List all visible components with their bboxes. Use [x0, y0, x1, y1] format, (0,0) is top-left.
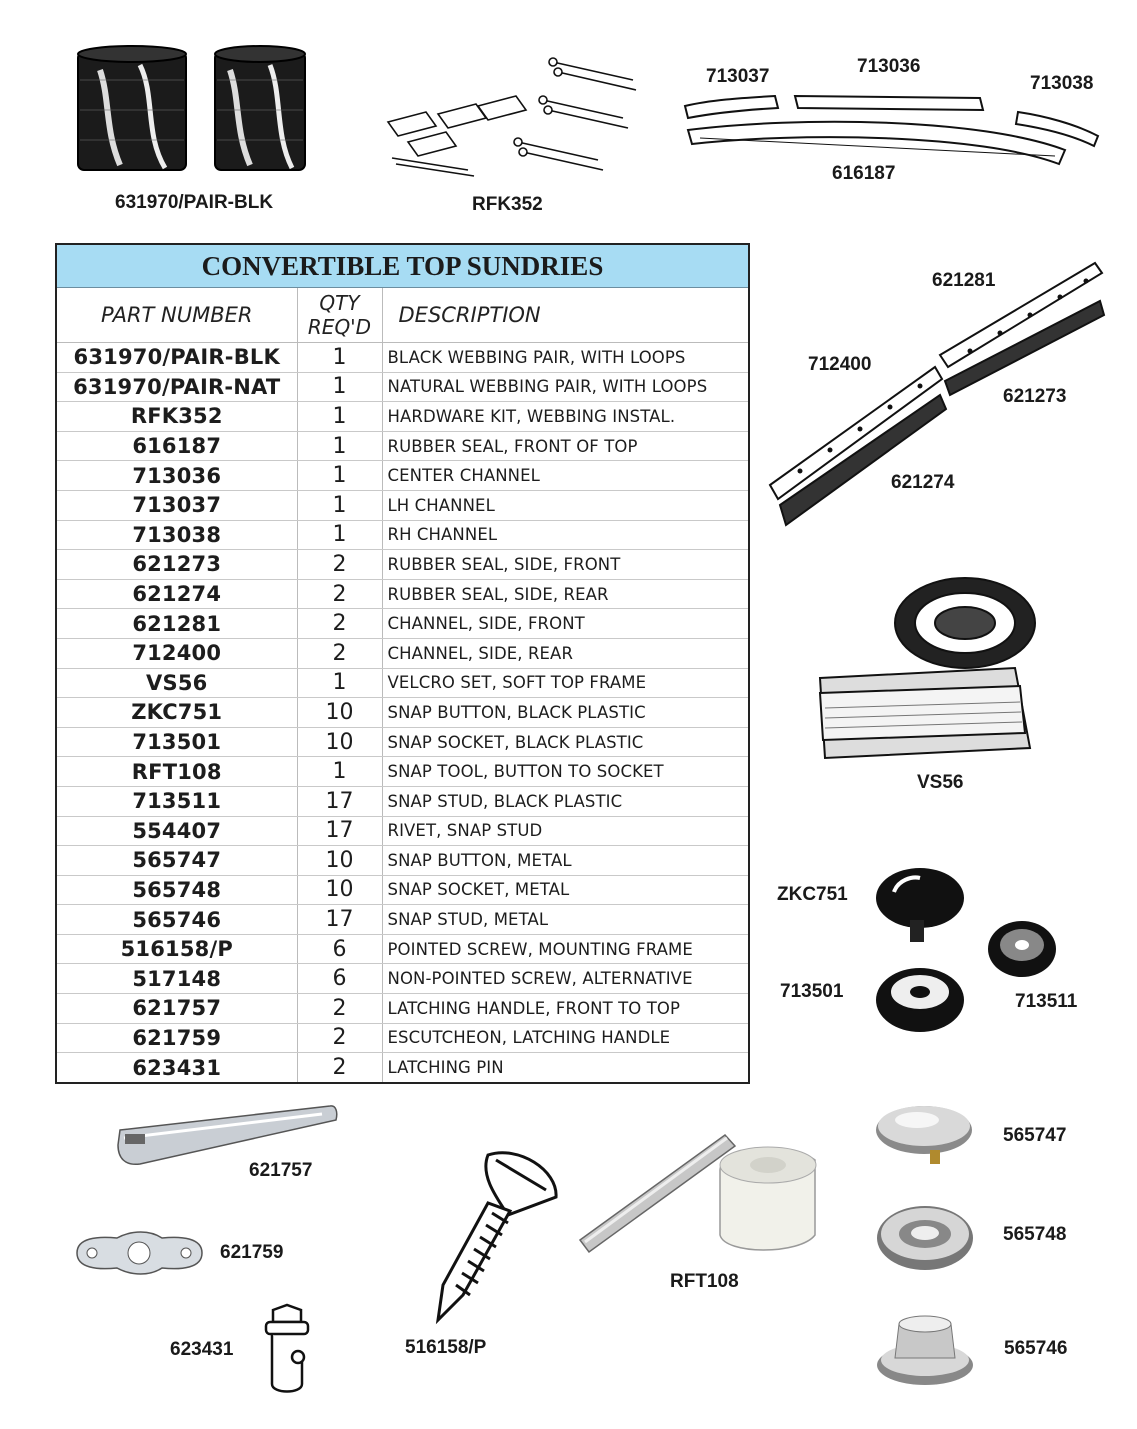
- label-snap-stud-metal: 565746: [1004, 1338, 1068, 1359]
- snap-button-plastic-illustration: [872, 862, 972, 947]
- description-cell: NON-POINTED SCREW, ALTERNATIVE: [382, 964, 748, 994]
- table-row: [57, 846, 748, 876]
- qty-cell: 1: [297, 343, 382, 373]
- part-number-cell: 713038: [57, 520, 297, 550]
- part-number-cell: 621274: [57, 579, 297, 609]
- hardware-kit-illustration: [378, 50, 648, 185]
- part-number-cell: 517148: [57, 964, 297, 994]
- table-row: [57, 343, 748, 373]
- label-hardware-kit: RFK352: [472, 194, 543, 215]
- table-row: [57, 668, 748, 698]
- description-cell: BLACK WEBBING PAIR, WITH LOOPS: [382, 343, 748, 373]
- qty-cell: 1: [297, 461, 382, 491]
- part-number-cell: 565748: [57, 875, 297, 905]
- label-snap-stud-plastic: 713511: [1015, 991, 1078, 1012]
- qty-cell: 2: [297, 579, 382, 609]
- description-cell: RH CHANNEL: [382, 520, 748, 550]
- label-webbing: 631970/PAIR-BLK: [115, 192, 274, 213]
- part-number-cell: 713037: [57, 490, 297, 520]
- snap-stud-plastic-illustration: [984, 915, 1064, 985]
- qty-cell: 1: [297, 431, 382, 461]
- part-number-cell: 565747: [57, 846, 297, 876]
- part-number-cell: 621281: [57, 609, 297, 639]
- snap-stud-metal-illustration: [873, 1310, 978, 1390]
- description-cell: SNAP STUD, METAL: [382, 905, 748, 935]
- qty-cell: 2: [297, 609, 382, 639]
- label-snap-button-plastic: ZKC751: [777, 884, 848, 905]
- description-cell: SNAP SOCKET, BLACK PLASTIC: [382, 727, 748, 757]
- part-number-cell: VS56: [57, 668, 297, 698]
- label-snap-button-metal: 565747: [1003, 1125, 1067, 1146]
- qty-cell: 2: [297, 1053, 382, 1082]
- header-qty: [297, 288, 382, 343]
- description-cell: LATCHING HANDLE, FRONT TO TOP: [382, 994, 748, 1024]
- label-escutcheon: 621759: [220, 1242, 284, 1263]
- label-snap-socket-plastic: 713501: [780, 981, 844, 1002]
- qty-cell: 17: [297, 786, 382, 816]
- part-number-cell: 516158/P: [57, 934, 297, 964]
- description-cell: RUBBER SEAL, FRONT OF TOP: [382, 431, 748, 461]
- header-qty-line1: QTY: [319, 291, 360, 315]
- table-row: [57, 964, 748, 994]
- description-cell: SNAP STUD, BLACK PLASTIC: [382, 786, 748, 816]
- qty-cell: 10: [297, 698, 382, 728]
- webbing-rolls-illustration: [70, 40, 310, 190]
- description-cell: SNAP SOCKET, METAL: [382, 875, 748, 905]
- qty-cell: 10: [297, 727, 382, 757]
- part-number-cell: 712400: [57, 638, 297, 668]
- table-row: [57, 727, 748, 757]
- table-row: [57, 1023, 748, 1053]
- description-cell: POINTED SCREW, MOUNTING FRAME: [382, 934, 748, 964]
- label-latching-pin: 623431: [170, 1339, 234, 1360]
- description-cell: RIVET, SNAP STUD: [382, 816, 748, 846]
- qty-cell: 17: [297, 905, 382, 935]
- escutcheon-illustration: [72, 1228, 207, 1278]
- table-row: [57, 402, 748, 432]
- description-cell: SNAP BUTTON, METAL: [382, 846, 748, 876]
- qty-cell: 6: [297, 964, 382, 994]
- part-number-cell: 565746: [57, 905, 297, 935]
- description-cell: ESCUTCHEON, LATCHING HANDLE: [382, 1023, 748, 1053]
- description-cell: LATCHING PIN: [387, 1058, 504, 1078]
- part-number-cell: RFK352: [57, 402, 297, 432]
- qty-cell: 2: [297, 638, 382, 668]
- part-number-cell: 621759: [57, 1023, 297, 1053]
- header-qty-line2: REQ'D: [307, 315, 372, 339]
- velcro-roll-illustration: [815, 568, 1055, 768]
- snap-socket-plastic-illustration: [872, 958, 972, 1036]
- label-side-front-seal: 621273: [1003, 386, 1067, 407]
- label-lh-channel: 713037: [706, 66, 770, 87]
- label-snap-tool: RFT108: [670, 1271, 739, 1292]
- label-front-seal: 616187: [832, 163, 896, 184]
- qty-cell: 10: [297, 846, 382, 876]
- qty-cell: 1: [297, 757, 382, 787]
- description-cell: SNAP TOOL, BUTTON TO SOCKET: [382, 757, 748, 787]
- header-description: DESCRIPTION: [382, 288, 748, 343]
- part-number-cell: 631970/PAIR-BLK: [57, 343, 297, 373]
- qty-cell: 1: [297, 372, 382, 402]
- sundries-table: [55, 243, 750, 1084]
- description-cell: SNAP BUTTON, BLACK PLASTIC: [382, 698, 748, 728]
- qty-cell: 1: [297, 490, 382, 520]
- part-number-cell: 713036: [57, 461, 297, 491]
- part-number-cell: 616187: [57, 431, 297, 461]
- table-row: [57, 461, 748, 491]
- snap-tool-illustration: [575, 1130, 825, 1260]
- description-cell: RUBBER SEAL, SIDE, FRONT: [382, 550, 748, 580]
- table-header-row: [57, 288, 748, 343]
- description-cell: NATURAL WEBBING PAIR, WITH LOOPS: [382, 372, 748, 402]
- part-number-cell: RFT108: [57, 757, 297, 787]
- label-rh-channel: 713038: [1030, 73, 1094, 94]
- label-snap-socket-metal: 565748: [1003, 1224, 1067, 1245]
- part-number-cell: 621757: [57, 994, 297, 1024]
- qty-cell: 2: [297, 550, 382, 580]
- part-number-cell: 623431: [57, 1053, 297, 1082]
- table-row: [57, 875, 748, 905]
- table-row: [57, 934, 748, 964]
- pointed-screw-illustration: [418, 1145, 568, 1325]
- table-row: [57, 698, 748, 728]
- table-row: [57, 786, 748, 816]
- table-row: [57, 431, 748, 461]
- table-row: [57, 638, 748, 668]
- table-row: [57, 816, 748, 846]
- table-row: [57, 490, 748, 520]
- label-velcro: VS56: [917, 772, 964, 793]
- label-side-front-channel: 621281: [932, 270, 996, 291]
- header-part-number: PART NUMBER: [57, 288, 297, 343]
- description-cell: HARDWARE KIT, WEBBING INSTAL.: [382, 402, 748, 432]
- description-cell: CHANNEL, SIDE, FRONT: [382, 609, 748, 639]
- description-cell: VELCRO SET, SOFT TOP FRAME: [382, 668, 748, 698]
- part-number-cell: 713501: [57, 727, 297, 757]
- snap-button-metal-illustration: [872, 1100, 982, 1170]
- description-cell: CHANNEL, SIDE, REAR: [382, 638, 748, 668]
- description-cell: CENTER CHANNEL: [382, 461, 748, 491]
- latching-pin-illustration: [258, 1302, 318, 1397]
- snap-socket-metal-illustration: [873, 1200, 978, 1275]
- table-row: [57, 905, 748, 935]
- label-pointed-screw: 516158/P: [405, 1337, 487, 1358]
- qty-cell: 1: [297, 520, 382, 550]
- table-row: [57, 609, 748, 639]
- label-side-rear-channel: 712400: [808, 354, 872, 375]
- table-row: [57, 520, 748, 550]
- label-latching-handle: 621757: [249, 1160, 313, 1181]
- side-channels-illustration: [760, 255, 1110, 545]
- qty-cell: 6: [297, 934, 382, 964]
- part-number-cell: 554407: [57, 816, 297, 846]
- qty-cell: 1: [297, 402, 382, 432]
- front-channels-illustration: [680, 88, 1110, 173]
- qty-cell: 2: [297, 994, 382, 1024]
- qty-cell: 17: [297, 816, 382, 846]
- label-center-channel: 713036: [857, 56, 921, 77]
- qty-cell: 2: [297, 1023, 382, 1053]
- label-side-rear-seal: 621274: [891, 472, 955, 493]
- table-row: [57, 994, 748, 1024]
- part-number-cell: 621273: [57, 550, 297, 580]
- table-row: [57, 1053, 748, 1082]
- part-number-cell: 713511: [57, 786, 297, 816]
- qty-cell: 10: [297, 875, 382, 905]
- table-row: [57, 757, 748, 787]
- description-cell: RUBBER SEAL, SIDE, REAR: [382, 579, 748, 609]
- part-number-cell: ZKC751: [57, 698, 297, 728]
- table-row: [57, 579, 748, 609]
- qty-cell: 1: [297, 668, 382, 698]
- description-cell: LH CHANNEL: [382, 490, 748, 520]
- table-title: CONVERTIBLE TOP SUNDRIES: [57, 245, 748, 288]
- table-row: [57, 372, 748, 402]
- part-number-cell: 631970/PAIR-NAT: [57, 372, 297, 402]
- table-row: [57, 550, 748, 580]
